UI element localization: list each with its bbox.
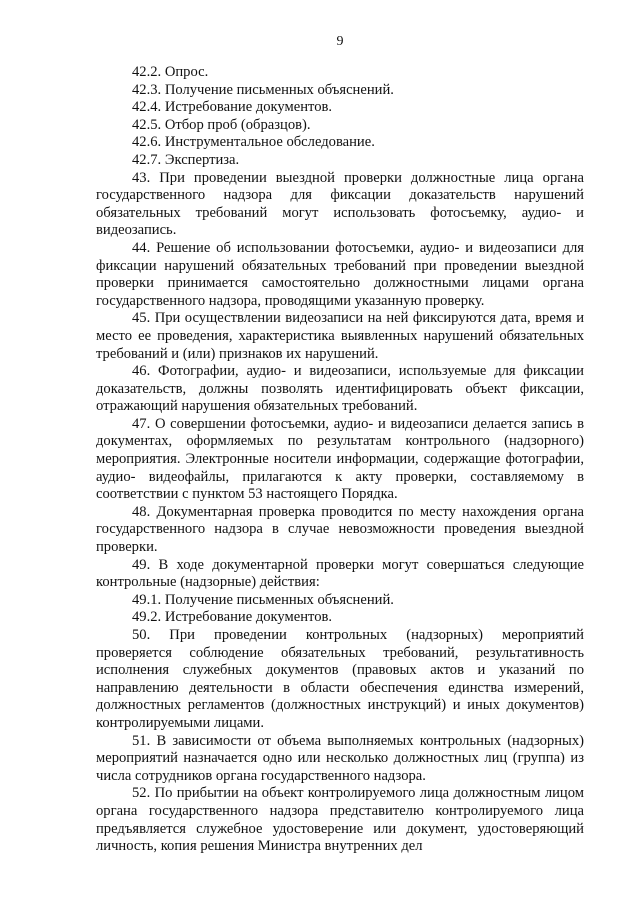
paragraph-46: 46. Фотографии, аудио- и видеозаписи, используемые для фиксации доказательств, должны позволять идентифицировать объект фиксации, отражающий нарушения обязательных требований. — [96, 363, 584, 415]
paragraph-52: 52. По прибытии на объект контролируемого лица должностным лицом органа государственного надзора представителю контролируемого лица предъявляется служебное удостоверение или документ, удостоверяющий личность, копия решения Министра внутренних дел — [96, 785, 584, 855]
paragraph-43: 43. При проведении выездной проверки должностные лица органа государственного надзора для фиксации доказательств нарушений обязательных требований могут использовать фотосъемку, аудио- и видеозапись. — [96, 169, 584, 239]
paragraph-45: 45. При осуществлении видеозаписи на ней фиксируются дата, время и место ее проведения, характеристика выявленных нарушений обязательных требований и (или) признаков их нарушений. — [96, 310, 584, 362]
page-number: 9 — [336, 34, 344, 49]
paragraph-42-2: 42.2. Опрос. — [132, 64, 209, 80]
paragraph-44: 44. Решение об использовании фотосъемки, аудио- и видеозаписи для фиксации нарушений обязательных требований при проведении выездной проверки принимается самостоятельно должностными лицами органа государственного надзора, проводящими указанную проверку. — [96, 239, 584, 309]
paragraph-42-6: 42.6. Инструментальное обследование. — [132, 134, 375, 151]
paragraph-49-2: 49.2. Истребование документов. — [132, 609, 333, 626]
paragraph-49: 49. В ходе документарной проверки могут совершаться следующие контрольные (надзорные) действия: — [96, 556, 584, 591]
paragraph-42-4: 42.4. Истребование документов. — [132, 99, 333, 116]
paragraph-42-3: 42.3. Получение письменных объяснений. — [132, 81, 394, 98]
paragraph-47: 47. О совершении фотосъемки, аудио- и видеозаписи делается запись в документах, оформляемых по результатам контрольного (надзорного) мероприятия. Электронные носители информации, содержащие фотографии, аудио- видеофайлы, прилагаются к акту проверки, составляемому в соответствии с пунктом 53 настоящего Порядка. — [96, 415, 584, 503]
paragraph-48: 48. Документарная проверка проводится по месту нахождения органа государственного надзора в случае невозможности проведения выездной проверки. — [96, 503, 584, 556]
paragraph-51: 51. В зависимости от объема выполняемых контрольных (надзорных) мероприятий назначается одно или несколько должностных лиц (группа) из числа сотрудников органа государственного надзора. — [96, 732, 584, 784]
paragraph-42-7: 42.7. Экспертиза. — [132, 151, 240, 168]
paragraph-42-5: 42.5. Отбор проб (образцов). — [132, 116, 311, 133]
paragraph-50: 50. При проведении контрольных (надзорных) мероприятий проверяется соблюдение обязательных требований, результативность исполнения служебных документов (правовых актов и указаний по направлению деятельности в области обеспечения единства измерений, должностных регламентов (должностных инструкций) и иных документов) контролируемыми лицами. — [96, 627, 584, 731]
paragraph-49-1: 49.1. Получение письменных объяснений. — [132, 591, 394, 608]
